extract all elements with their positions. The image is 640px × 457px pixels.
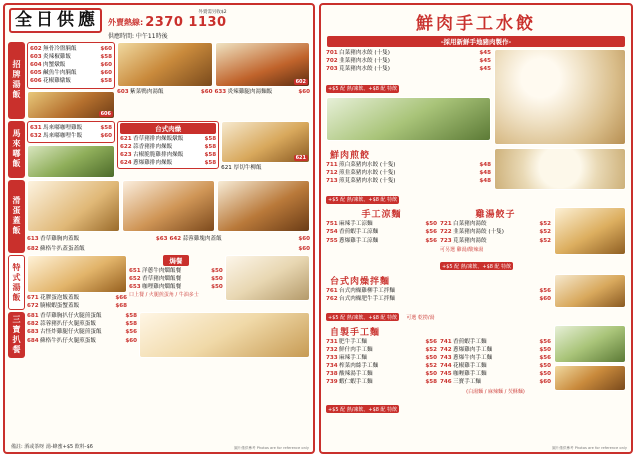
section-tab-three-treasure [8, 312, 25, 358]
menu-item: 702 韭菜豬肉水餃 (十隻) $45 [326, 58, 491, 65]
section-malay-rice [8, 121, 310, 178]
dish-photo [27, 91, 115, 119]
menu-item: 684 蘇格牛扒仔火腿煎蛋飯 $60 [27, 337, 137, 344]
delivery-surcharge-note: 外賣需另收$2 [198, 10, 227, 15]
set-note: 口上餐 / 火腿煎蛋角 / 牛油多士 [129, 292, 199, 299]
menu-item: 731 肥牛手工麵 $56 [326, 338, 437, 345]
menu-item: 622 蒜香豬排肉燥飯 $58 [120, 143, 217, 150]
menu-item: 703 莧菜豬肉水餃 (十隻) $45 [326, 66, 491, 73]
menu-item: 711 煎白菜豬肉水餃 (十隻) $48 [326, 162, 491, 168]
menu-item: 741 香煎蝦手工麵 $56 [440, 338, 551, 345]
section-tab-label: 特式湯飯 [12, 262, 21, 303]
menu-item: 712 煎韭菜豬肉水餃 (十隻) $48 [326, 170, 491, 177]
section-tab-label: 馬來嘟飯 [12, 129, 21, 170]
hotline-number: 2370 1130 [145, 15, 227, 30]
section-title: 手工涼麵 [361, 210, 402, 221]
section-three-treasure [8, 312, 310, 358]
menu-item: 652 香草豬肉燜飯餐 $50 [129, 276, 223, 283]
section-tab-malay [8, 121, 25, 178]
hotline-label: 外賣熱線: [108, 18, 144, 27]
menu-item: 605 鹹魚牛肉腩飯 $60 [30, 70, 112, 77]
dish-photo [554, 365, 626, 391]
soup-choice-note: 可另選 雞湯/酸辣湯 [440, 246, 484, 253]
menu-item: 743 蔥爆牛肉手工麵 $56 [440, 355, 551, 362]
title-char-3: 供 [57, 10, 75, 30]
menu-item: 733 麻辣手工麵 $50 [326, 355, 437, 362]
dish-photo [27, 145, 115, 178]
dish-photo [554, 274, 626, 308]
menu-item: 761 台式肉燥雞柳手工拌麵 $56 [326, 287, 551, 294]
menu-item: 722 韭菜豬肉湯餃 (十隻) $52 [440, 229, 551, 236]
menu-item: 745 咖喱雞手工麵 $50 [440, 371, 551, 378]
menu-item: 621 香草豬排肉燥飯燉飯 $58 [120, 135, 217, 142]
dish-photo [217, 180, 310, 232]
tw-noodle-note: 可選 乾撈/湯 [406, 314, 435, 321]
menu-item: 721 白菜豬肉湯餃 $52 [440, 221, 551, 228]
menu-item: 762 台式肉燥肥牛手工拌麵 $60 [326, 295, 551, 302]
photo-code: 602 [295, 79, 306, 85]
dish-photo [139, 312, 310, 358]
menu-item: 606 花椒雞燉飯 $58 [30, 78, 112, 85]
menu-item: 671 花膠蛋泡飯蓋飯 $66 [27, 294, 127, 301]
menu-item: 713 煎莧菜豬肉水餃 (十隻) $48 [326, 178, 491, 185]
left-photo-disclaimer: 圖片僅供參考 Photos are for reference only [234, 446, 309, 450]
menu-item: 624 蔥爆雞排肉燥飯 $58 [120, 159, 217, 166]
menu-item: 744 花椒雞手工麵 $50 [440, 363, 551, 370]
menu-item: 738 酸辣湯手工麵 $50 [326, 371, 437, 378]
left-footer-note: 備註: 酒或茶呀 湯-蜂蜜+$5 飲料-$6 [11, 443, 93, 450]
photo-code: 606 [100, 110, 111, 117]
right-title-text: 鮮肉手工水餃 [416, 14, 536, 34]
menu-item: 651 洋蔥牛肉燜飯餐 $50 [129, 267, 223, 274]
menu-item: 631 馬來嘟咖哩雞飯 $58 [30, 124, 112, 131]
menu-item: 632 馬來嘟咖哩牛飯 $60 [30, 132, 112, 139]
section-tab-signature [8, 42, 25, 119]
menu-item: 681 香草雞胸扒仔火腿煎蛋飯 $58 [27, 313, 137, 320]
menu-item: 754 香煎蝦手工涼麵 $56 [326, 229, 437, 236]
combo-note: +$5 配 熱/凍飲、+$8 配 特飲 [328, 406, 398, 413]
menu-item: 732 鮮什肉手工麵 $52 [326, 346, 437, 353]
dish-photo [225, 255, 310, 301]
subsection-title: 台式肉燥 [120, 123, 216, 134]
photo-code: 621 [295, 154, 306, 161]
combo-note: +$5 配 熱/凍飲、+$8 配 特飲 [442, 263, 512, 270]
menu-item: 755 蔥爆雞手工涼麵 $56 [326, 237, 437, 244]
dish-photo [27, 180, 120, 232]
right-banner: -採用新鮮手地豬肉製作- [327, 36, 625, 47]
soup-photo [494, 148, 626, 190]
right-photo-disclaimer: 圖片僅供參考 Photos are for reference only [552, 446, 627, 450]
section-egg-rice [8, 180, 310, 253]
section-tab-egg [8, 180, 25, 253]
handmade-note: (白湯麵 / 麻辣麵 / 芡酥麵) [466, 388, 525, 395]
dish-photo [122, 180, 215, 232]
menu-item: 623 古椒脆脆雞排肉燥飯 $58 [120, 151, 217, 158]
left-menu-panel [3, 3, 315, 454]
section-tab-label: 招牌湯飯 [12, 60, 21, 101]
menu-item: 603 紫菜鴨肉湯飯 $60 [117, 89, 213, 95]
combo-note: +$5 配 熱/凍飲、+$8 配 特飲 [328, 86, 398, 93]
menu-item: 734 榨菜肉絲手工麵 $52 [326, 363, 437, 370]
section-title: 鮮肉煎餃 [330, 151, 371, 161]
right-menu-panel [319, 3, 633, 454]
title-char-4: 應 [78, 10, 96, 30]
section-title: 台式肉燥拌麵 [330, 276, 391, 287]
section-tab-special [8, 255, 25, 310]
menu-item: 682 蒜蓉豬扒仔火腿煎蛋飯 $58 [27, 321, 137, 328]
subsection-title: 焗餐 [163, 255, 189, 266]
section-taiwan-noodle [321, 272, 631, 323]
section-title: 雞湯餃子 [475, 210, 516, 221]
menu-item: 723 莧菜豬肉湯餃 $52 [440, 237, 551, 244]
photo-caption: 621 厚切牛柳飯 [221, 164, 262, 171]
section-title: 自製手工麵 [330, 327, 381, 338]
menu-item: 683 古怪炸雞腿仔火腿煎蛋飯 $56 [27, 329, 137, 336]
menu-item: 672 腩椒蝦蛋蟹蓋飯 $68 [27, 303, 127, 310]
dumpling-photo [494, 49, 626, 145]
combo-note: +$5 配 熱/凍飲、+$8 配 特飲 [328, 197, 398, 204]
menu-item: 604 肉蟹燉飯 $60 [30, 62, 112, 69]
noodle-photo [554, 207, 626, 255]
menu-item: 633 炎辣雞腿肉湯麵飯 $60 [214, 89, 310, 95]
left-header [5, 5, 313, 41]
menu-item: 613 香草雞胸肉蓋飯 $63 [27, 235, 168, 242]
section-handmade-noodle [321, 323, 631, 415]
menu-item: 682 蘇格牛扒蓋蛋蓋飯 $60 [27, 245, 310, 252]
section-special-rice [8, 255, 310, 310]
menu-item: 603 炎辣椒雞飯 $58 [30, 54, 112, 61]
title-char-1: 全 [15, 10, 33, 30]
page-title [9, 8, 102, 33]
title-char-2: 日 [36, 10, 54, 30]
right-title [321, 5, 631, 35]
dish-photo [27, 255, 127, 293]
menu-item: 746 三寶手工麵 $60 [440, 379, 551, 386]
menu-item: 653 咖哩雞肉燜飯餐 $50 [129, 284, 223, 291]
section-tab-label: 滑蛋蓋飯 [12, 196, 21, 237]
dish-photo [326, 97, 491, 141]
section-fried-dumplings [321, 145, 631, 205]
section-cold-noodle-and-soup-dumpling [321, 205, 631, 271]
dish-photo [221, 121, 310, 163]
menu-item: 751 麻辣手工涼麵 $50 [326, 221, 437, 228]
menu-item: 739 蝦仁蝦手工麵 $58 [326, 379, 437, 386]
menu-item: 742 蔥爆雞肉手工麵 $50 [440, 346, 551, 353]
service-hours: 供應時間: 中午11時後 [108, 33, 168, 40]
dish-photo [117, 42, 213, 87]
menu-item: 602 無骨冷盤腩飯 $60 [30, 46, 112, 52]
section-signature-rice [8, 42, 310, 119]
menu-item: 642 蒜蓉雞塊肉蓋飯 $60 [169, 235, 310, 242]
hotline-block [108, 8, 227, 40]
dish-photo [554, 325, 626, 363]
combo-note: +$5 配 熱/凍飲、+$8 配 特飲 [328, 314, 398, 321]
section-tab-label: 三寶扒餐 [12, 315, 21, 356]
menu-item: 701 白菜豬肉水餃 (十隻) $45 [326, 50, 491, 56]
section-water-dumplings [321, 49, 631, 145]
dish-photo [215, 42, 311, 87]
